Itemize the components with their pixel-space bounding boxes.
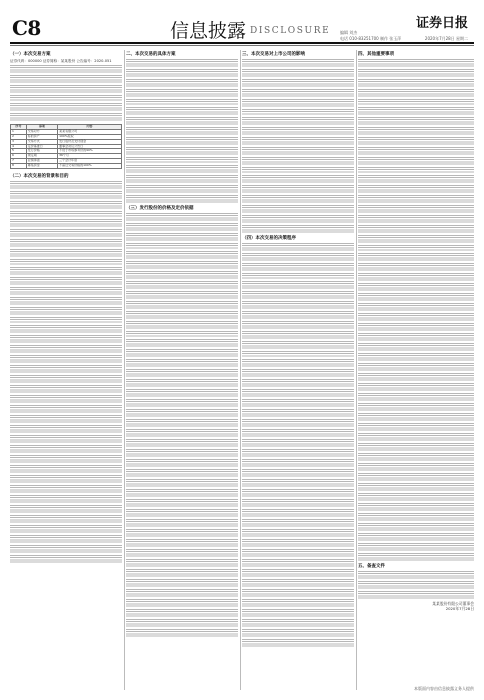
body-text-block bbox=[358, 413, 474, 421]
table-row: 3 交易方式 发行股份及支付现金 bbox=[11, 139, 122, 144]
body-text-block bbox=[126, 175, 238, 183]
body-text-block bbox=[126, 79, 238, 87]
body-text-block bbox=[242, 619, 354, 627]
body-text-block bbox=[242, 379, 354, 387]
body-text-block bbox=[126, 339, 238, 347]
section-title-english: DISCLOSURE bbox=[250, 26, 331, 36]
body-text-block bbox=[358, 89, 474, 97]
table-row: 8 募集资金 不超过交易价格的100% bbox=[11, 163, 122, 168]
body-text-block bbox=[126, 359, 238, 367]
body-text-block bbox=[242, 109, 354, 115]
body-text-block bbox=[358, 263, 474, 271]
body-text-block bbox=[126, 379, 238, 387]
body-text-block bbox=[10, 395, 122, 403]
body-text-block bbox=[242, 549, 354, 557]
body-text-block bbox=[242, 205, 354, 213]
body-text-block bbox=[10, 505, 122, 513]
header-rule bbox=[10, 42, 474, 44]
body-text-block bbox=[10, 425, 122, 433]
body-text-block bbox=[242, 351, 354, 357]
transaction-summary-table bbox=[10, 124, 122, 168]
body-text-block bbox=[10, 307, 122, 315]
body-text-block bbox=[242, 311, 354, 319]
body-text-block bbox=[10, 385, 122, 393]
body-text-block bbox=[126, 469, 238, 477]
body-text-block bbox=[126, 519, 238, 527]
body-text-block bbox=[358, 283, 474, 291]
body-text-block bbox=[242, 419, 354, 427]
body-text-block bbox=[358, 383, 474, 391]
body-text-block bbox=[126, 185, 238, 193]
body-text-block bbox=[10, 287, 122, 295]
body-text-block bbox=[10, 181, 122, 189]
body-text-block bbox=[126, 213, 238, 221]
body-text-block bbox=[242, 519, 354, 527]
body-text-block bbox=[126, 369, 238, 377]
body-text-block bbox=[126, 419, 238, 427]
body-text-block bbox=[242, 529, 354, 537]
body-text-block bbox=[242, 117, 354, 125]
table-row: 2 标的资产 100%股权 bbox=[11, 135, 122, 140]
body-text-block bbox=[126, 117, 238, 125]
body-text-block bbox=[358, 353, 474, 361]
body-text-block bbox=[126, 429, 238, 437]
body-text-block bbox=[126, 157, 238, 163]
table-header: 事项 bbox=[26, 125, 57, 130]
header-rule-thin bbox=[10, 45, 474, 46]
body-text-block bbox=[358, 127, 474, 135]
body-text-block bbox=[126, 479, 238, 487]
body-text-block bbox=[10, 435, 122, 443]
body-text-block bbox=[126, 599, 238, 607]
article-column-2 bbox=[126, 50, 238, 692]
body-text-block bbox=[242, 449, 354, 457]
body-text-block bbox=[126, 59, 238, 67]
body-text-block bbox=[126, 539, 238, 547]
body-text-block bbox=[358, 553, 474, 561]
body-text-block bbox=[10, 325, 122, 333]
body-text-block bbox=[358, 185, 474, 193]
body-text-block bbox=[126, 165, 238, 173]
body-text-block bbox=[126, 127, 238, 135]
body-text-block bbox=[10, 211, 122, 217]
body-text-block bbox=[242, 579, 354, 587]
body-text-block bbox=[242, 569, 354, 577]
body-text-block bbox=[242, 175, 354, 183]
body-text-block bbox=[358, 433, 474, 441]
body-text-block bbox=[358, 463, 474, 471]
body-text-block bbox=[358, 157, 474, 165]
body-text-block bbox=[242, 469, 354, 477]
body-text-block bbox=[358, 343, 474, 351]
body-text-block bbox=[358, 533, 474, 541]
body-text-block bbox=[242, 599, 354, 607]
body-text-block bbox=[242, 331, 354, 339]
body-text-block bbox=[10, 277, 122, 285]
body-text-block bbox=[242, 321, 354, 329]
body-text-block bbox=[10, 259, 122, 265]
body-text-block bbox=[358, 215, 474, 223]
body-text-block bbox=[242, 291, 354, 299]
body-text-block bbox=[358, 107, 474, 115]
contact-line: 电话 010-83251700 制作 张玉萍 bbox=[340, 36, 402, 41]
body-text-block bbox=[242, 341, 354, 349]
body-text-block bbox=[126, 589, 238, 597]
body-text-block bbox=[358, 333, 474, 341]
body-text-block bbox=[10, 113, 122, 121]
body-text-block bbox=[242, 429, 354, 437]
body-text-block bbox=[358, 513, 474, 521]
column-3-heading: 三、本次交易对上市公司的影响 bbox=[242, 52, 305, 57]
body-text-block bbox=[242, 225, 354, 233]
body-text-block bbox=[126, 223, 238, 231]
body-text-block bbox=[242, 369, 354, 377]
table-row: 1 交易对方 某某有限公司 bbox=[11, 130, 122, 135]
body-text-block bbox=[242, 359, 354, 367]
body-text-block bbox=[242, 509, 354, 517]
body-text-block bbox=[126, 569, 238, 577]
body-text-block bbox=[10, 365, 122, 373]
body-text-block bbox=[126, 389, 238, 397]
body-text-block bbox=[242, 69, 354, 77]
body-text-block bbox=[126, 609, 238, 617]
body-text-block bbox=[126, 89, 238, 97]
body-text-block bbox=[242, 559, 354, 567]
newspaper-masthead: 证券日报 bbox=[415, 16, 468, 31]
body-text-block bbox=[358, 117, 474, 125]
body-text-block bbox=[10, 355, 122, 363]
body-text-block bbox=[126, 321, 238, 329]
body-text-block bbox=[358, 59, 474, 67]
body-text-block bbox=[10, 515, 122, 523]
body-text-block bbox=[358, 403, 474, 411]
body-text-block bbox=[126, 137, 238, 145]
body-text-block bbox=[358, 303, 474, 311]
column-1-subheading: （二）本次交易的背景和目的 bbox=[10, 173, 69, 179]
body-text-block bbox=[126, 439, 238, 447]
body-text-block bbox=[10, 475, 122, 483]
announcement-code-line: 证券代码：000000 证券简称：某某股份 公告编号：2020-051 bbox=[10, 59, 112, 63]
body-text-block bbox=[10, 297, 122, 305]
body-text-block bbox=[358, 503, 474, 511]
body-text-block bbox=[126, 509, 238, 517]
body-text-block bbox=[242, 489, 354, 497]
body-text-block bbox=[10, 535, 122, 543]
article-column-3 bbox=[242, 50, 354, 692]
body-text-block bbox=[10, 85, 122, 93]
body-text-block bbox=[358, 393, 474, 401]
body-text-block bbox=[242, 195, 354, 203]
body-text-block bbox=[126, 331, 238, 337]
column-divider bbox=[240, 50, 241, 690]
body-text-block bbox=[358, 99, 474, 105]
body-text-block bbox=[242, 301, 354, 309]
body-text-block bbox=[126, 281, 238, 289]
body-text-block bbox=[358, 323, 474, 331]
page-number: C8 bbox=[12, 16, 41, 40]
body-text-block bbox=[242, 399, 354, 407]
body-text-block bbox=[242, 59, 354, 67]
body-text-block bbox=[242, 253, 354, 261]
body-text-block bbox=[242, 281, 354, 289]
column-divider bbox=[124, 50, 125, 690]
body-text-block bbox=[358, 581, 474, 589]
column-2-subheading: （三）发行股份的价格及定价依据 bbox=[126, 206, 194, 211]
table-row: 7 业绩承诺 三个会计年度 bbox=[11, 158, 122, 163]
body-text-block bbox=[10, 219, 122, 227]
body-text-block bbox=[10, 267, 122, 275]
body-text-block bbox=[126, 459, 238, 467]
body-text-block bbox=[242, 137, 354, 145]
table-row: 5 发行价格 不低于市场参考价的90% bbox=[11, 149, 122, 154]
article-column-1 bbox=[10, 50, 122, 692]
editor-line: 编辑 刘杰 bbox=[340, 30, 358, 35]
body-text-block bbox=[358, 443, 474, 451]
body-text-block bbox=[126, 349, 238, 357]
body-text-block bbox=[242, 79, 354, 87]
body-text-block bbox=[10, 485, 122, 493]
body-text-block bbox=[242, 479, 354, 487]
body-text-block bbox=[358, 483, 474, 491]
body-text-block bbox=[10, 415, 122, 423]
body-text-block bbox=[242, 263, 354, 271]
body-text-block bbox=[242, 609, 354, 617]
body-text-block bbox=[242, 389, 354, 397]
body-text-block bbox=[126, 549, 238, 557]
body-text-block bbox=[358, 591, 474, 599]
body-text-block bbox=[358, 137, 474, 145]
body-text-block bbox=[126, 251, 238, 259]
body-text-block bbox=[10, 455, 122, 463]
body-text-block bbox=[242, 99, 354, 107]
table-row: 6 锁定期 36个月 bbox=[11, 154, 122, 159]
body-text-block bbox=[358, 225, 474, 233]
body-text-block bbox=[242, 147, 354, 155]
body-text-block bbox=[242, 439, 354, 447]
body-text-block bbox=[10, 445, 122, 453]
body-text-block bbox=[10, 335, 122, 343]
body-text-block bbox=[10, 345, 122, 353]
table-header: 内容 bbox=[58, 125, 122, 130]
body-text-block bbox=[10, 525, 122, 533]
body-text-block bbox=[358, 167, 474, 173]
body-text-block bbox=[10, 75, 122, 83]
body-text-block bbox=[10, 65, 122, 73]
body-text-block bbox=[10, 249, 122, 257]
body-text-block bbox=[358, 195, 474, 203]
body-text-block bbox=[358, 473, 474, 481]
body-text-block bbox=[126, 243, 238, 249]
signature-company: 某某股份有限公司董事会 bbox=[432, 601, 474, 606]
body-text-block bbox=[10, 317, 122, 323]
table-header: 序号 bbox=[11, 125, 27, 130]
body-text-block bbox=[358, 79, 474, 87]
table-row: 4 定价基准日 董事会决议公告日 bbox=[11, 144, 122, 149]
body-text-block bbox=[10, 545, 122, 553]
body-text-block bbox=[126, 499, 238, 507]
body-text-block bbox=[10, 555, 122, 563]
body-text-block bbox=[126, 301, 238, 309]
body-text-block bbox=[126, 559, 238, 567]
body-text-block bbox=[126, 99, 238, 105]
body-text-block bbox=[126, 291, 238, 299]
body-text-block bbox=[242, 167, 354, 173]
body-text-block bbox=[242, 589, 354, 597]
body-text-block bbox=[242, 89, 354, 97]
body-text-block bbox=[126, 399, 238, 407]
body-text-block bbox=[10, 375, 122, 383]
body-text-block bbox=[10, 239, 122, 247]
body-text-block bbox=[126, 107, 238, 115]
body-text-block bbox=[242, 639, 354, 647]
page-header bbox=[10, 10, 474, 50]
body-text-block bbox=[10, 229, 122, 237]
column-2-heading: 二、本次交易的具体方案 bbox=[126, 52, 176, 57]
body-text-block bbox=[358, 273, 474, 281]
body-text-block bbox=[358, 571, 474, 579]
body-text-block bbox=[242, 459, 354, 467]
body-text-block bbox=[358, 293, 474, 301]
body-text-block bbox=[126, 489, 238, 497]
body-text-block bbox=[126, 629, 238, 637]
body-text-block bbox=[126, 261, 238, 269]
body-text-block bbox=[126, 529, 238, 537]
body-text-block bbox=[358, 147, 474, 155]
body-text-block bbox=[242, 215, 354, 223]
body-text-block bbox=[126, 147, 238, 155]
column-4-subheading: 五、备查文件 bbox=[358, 564, 385, 569]
body-text-block bbox=[242, 539, 354, 547]
article-column-4 bbox=[358, 50, 474, 692]
column-divider bbox=[356, 50, 357, 690]
body-text-block bbox=[242, 157, 354, 165]
body-text-block bbox=[242, 185, 354, 193]
body-text-block bbox=[358, 493, 474, 501]
body-text-block bbox=[10, 95, 122, 101]
signature-date: 2020年7月28日 bbox=[445, 606, 474, 611]
body-text-block bbox=[242, 127, 354, 135]
body-text-block bbox=[242, 409, 354, 417]
body-text-block bbox=[126, 69, 238, 77]
body-text-block bbox=[358, 69, 474, 77]
body-text-block bbox=[358, 175, 474, 183]
column-3-subheading: （四）本次交易的决策程序 bbox=[242, 236, 296, 241]
body-text-block bbox=[126, 579, 238, 587]
body-text-block bbox=[358, 235, 474, 243]
body-text-block bbox=[358, 313, 474, 321]
body-text-block bbox=[126, 195, 238, 203]
body-text-block bbox=[358, 523, 474, 531]
body-text-block bbox=[242, 273, 354, 279]
body-text-block bbox=[126, 449, 238, 457]
column-4-heading: 四、其他重要事项 bbox=[358, 52, 394, 57]
body-text-block bbox=[10, 201, 122, 209]
column-1-heading: （一）本次交易方案 bbox=[10, 52, 51, 57]
body-text-block bbox=[358, 363, 474, 371]
body-text-block bbox=[10, 405, 122, 413]
body-text-block bbox=[126, 409, 238, 417]
body-text-block bbox=[126, 233, 238, 241]
issue-date: 2020年7月28日 星期二 bbox=[424, 36, 468, 41]
body-text-block bbox=[126, 271, 238, 279]
page-footer-note: 本版面内容由信息披露义务人提供 bbox=[414, 686, 474, 691]
body-text-block bbox=[358, 453, 474, 461]
body-text-block bbox=[126, 311, 238, 319]
body-text-block bbox=[358, 543, 474, 551]
body-text-block bbox=[358, 245, 474, 251]
body-text-block bbox=[242, 243, 354, 251]
body-text-block bbox=[358, 373, 474, 381]
section-title: 信息披露 bbox=[170, 20, 247, 42]
body-text-block bbox=[242, 499, 354, 507]
body-text-block bbox=[10, 191, 122, 199]
body-text-block bbox=[10, 495, 122, 503]
body-text-block bbox=[242, 629, 354, 637]
body-text-block bbox=[10, 103, 122, 111]
body-text-block bbox=[126, 619, 238, 627]
body-text-block bbox=[358, 205, 474, 213]
body-text-block bbox=[358, 423, 474, 431]
body-text-block bbox=[358, 253, 474, 261]
body-text-block bbox=[10, 465, 122, 473]
